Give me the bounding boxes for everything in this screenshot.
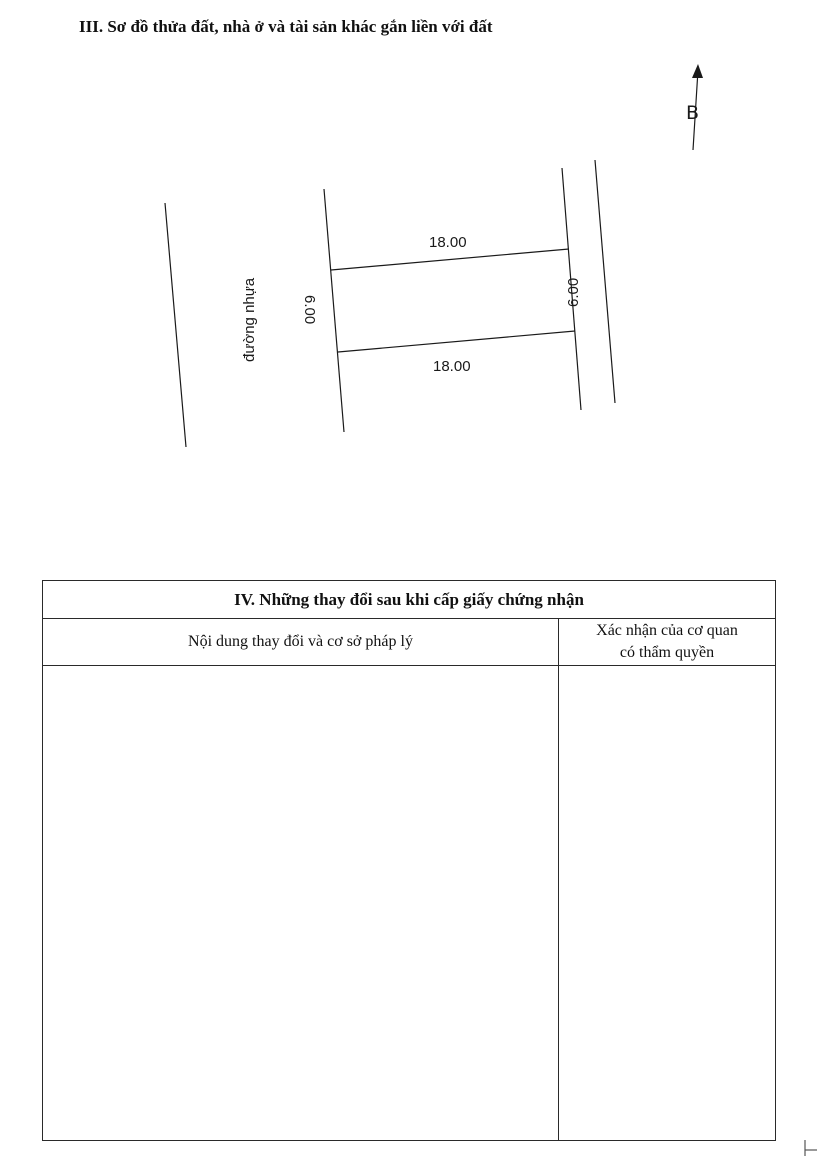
bottom-length-label: 18.00: [433, 358, 471, 375]
adjacent-boundary-line: [595, 160, 615, 403]
road-edge-line: [165, 203, 186, 447]
content-cell[interactable]: [43, 666, 559, 1141]
road-label: đường nhựa: [241, 277, 258, 362]
left-width-label: 6.00: [301, 295, 318, 325]
section-iv-title: IV. Những thay đổi sau khi cấp giấy chứng nhận: [43, 581, 776, 619]
plot-top-edge: [331, 249, 569, 270]
table-row: [43, 666, 776, 1141]
right-width-label: 6.00: [565, 277, 582, 307]
plot-bottom-edge: [338, 331, 575, 352]
changes-table: [42, 580, 776, 1141]
column-header-confirmation-line2: có thẩm quyền: [619, 644, 715, 661]
land-plot-diagram: [0, 0, 827, 560]
top-length-label: 18.00: [429, 234, 467, 251]
section-iii-title: III. Sơ đồ thửa đất, nhà ở và tài sản khác gắn liền với đất: [79, 17, 493, 36]
column-header-content: Nội dung thay đổi và cơ sở pháp lý: [43, 619, 559, 666]
corner-mark-icon: [802, 1138, 820, 1158]
table-header-row: [43, 619, 776, 666]
plot-left-boundary: [324, 189, 344, 432]
table-title-row: [43, 581, 776, 619]
column-header-confirmation-line1: Xác nhận của cơ quan: [596, 622, 738, 639]
north-label: B: [686, 102, 700, 124]
column-header-confirmation: [559, 619, 776, 666]
confirmation-cell[interactable]: [559, 666, 776, 1141]
